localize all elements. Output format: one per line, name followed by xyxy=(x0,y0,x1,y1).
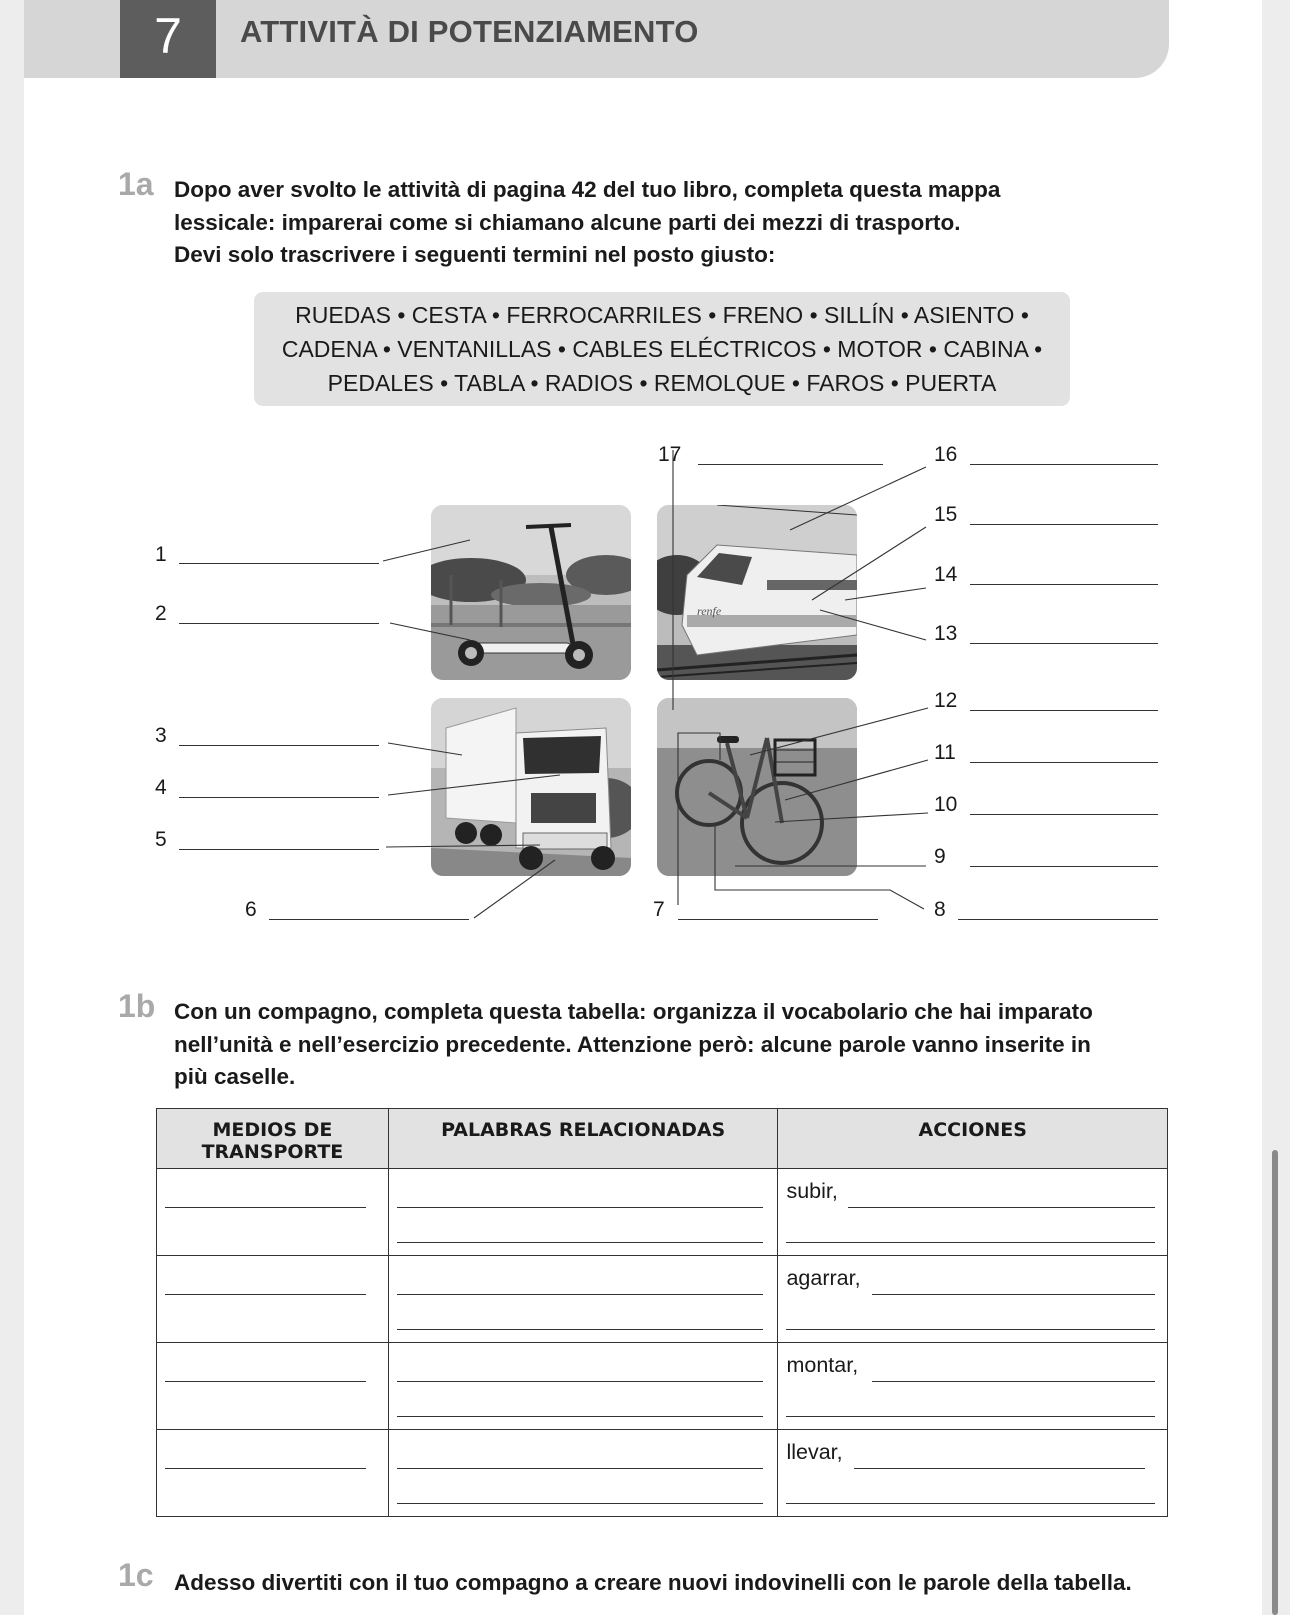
instruction-line: più caselle. xyxy=(174,1064,296,1089)
answer-line-11[interactable] xyxy=(970,762,1158,763)
answer-line-3[interactable] xyxy=(179,745,379,746)
word-bank-line: CADENA • VENTANILLAS • CABLES ELÉCTRICOS • MOTOR • CABINA • xyxy=(281,336,1043,362)
label-12: 12 xyxy=(934,689,958,712)
instruction-line: Con un compagno, completa questa tabella: organizza il vocabolario che hai imparato xyxy=(174,999,1093,1024)
label-6: 6 xyxy=(245,898,257,921)
verb-label: subir, xyxy=(786,1179,838,1203)
table-header-row xyxy=(157,1109,1168,1169)
exercise-1c-instruction: Adesso divertiti con il tuo compagno a creare nuovi indovinelli con le parole della tabella. xyxy=(174,1570,1132,1595)
label-7: 7 xyxy=(653,898,665,921)
label-8: 8 xyxy=(934,898,946,921)
table-row xyxy=(157,1430,1168,1517)
train-logo: renfe xyxy=(697,604,722,618)
verb-label: agarrar, xyxy=(786,1266,861,1290)
label-14: 14 xyxy=(934,563,958,586)
actions-cell[interactable] xyxy=(778,1169,1168,1256)
table-row xyxy=(157,1343,1168,1430)
transport-cell[interactable] xyxy=(157,1169,389,1256)
answer-line-16[interactable] xyxy=(970,464,1158,465)
related-words-cell[interactable] xyxy=(388,1430,778,1517)
page-title: ATTIVITÀ DI POTENZIAMENTO xyxy=(240,14,699,49)
actions-cell[interactable] xyxy=(778,1343,1168,1430)
answer-line-17[interactable] xyxy=(698,464,883,465)
instruction-line: Dopo aver svolto le attività di pagina 42 del tuo libro, completa questa mappa xyxy=(174,177,1001,202)
label-17: 17 xyxy=(658,443,682,466)
label-16: 16 xyxy=(934,443,958,466)
label-13: 13 xyxy=(934,622,958,645)
answer-line-14[interactable] xyxy=(970,584,1158,585)
answer-line-12[interactable] xyxy=(970,710,1158,711)
label-5: 5 xyxy=(155,828,167,851)
transport-cell[interactable] xyxy=(157,1343,389,1430)
verb-label: montar, xyxy=(786,1353,859,1377)
answer-line-10[interactable] xyxy=(970,814,1158,815)
answer-line-4[interactable] xyxy=(179,797,379,798)
header-text: TRANSPORTE xyxy=(201,1141,344,1163)
answer-line-2[interactable] xyxy=(179,623,379,624)
table-row xyxy=(157,1256,1168,1343)
answer-line-9[interactable] xyxy=(970,866,1158,867)
instruction-line: lessicale: imparerai come si chiamano alcune parti dei mezzi di trasporto. xyxy=(174,209,961,235)
word-bank-line: RUEDAS • CESTA • FERROCARRILES • FRENO • SILLÍN • ASIENTO • xyxy=(295,302,1029,328)
answer-line-1[interactable] xyxy=(179,563,379,564)
answer-line-7[interactable] xyxy=(678,919,878,920)
word-bank-line: PEDALES • TABLA • RADIOS • REMOLQUE • FAROS • PUERTA xyxy=(327,370,997,396)
table-row xyxy=(157,1169,1168,1256)
related-words-cell[interactable] xyxy=(388,1169,778,1256)
answer-line-6[interactable] xyxy=(269,919,469,920)
exercise-1b-instruction xyxy=(174,996,1093,1094)
answer-line-5[interactable] xyxy=(179,849,379,850)
answer-line-13[interactable] xyxy=(970,643,1158,644)
header-palabras-relacionadas: PALABRAS RELACIONADAS xyxy=(388,1109,778,1169)
label-9: 9 xyxy=(934,845,946,868)
answer-line-15[interactable] xyxy=(970,524,1158,525)
transport-cell[interactable] xyxy=(157,1256,389,1343)
header-acciones: ACCIONES xyxy=(778,1109,1168,1169)
exercise-number-1c: 1c xyxy=(118,1557,154,1593)
transport-cell[interactable] xyxy=(157,1430,389,1517)
related-words-cell[interactable] xyxy=(388,1256,778,1343)
label-1: 1 xyxy=(155,543,167,566)
header-text: MEDIOS DE xyxy=(212,1119,333,1141)
label-10: 10 xyxy=(934,793,958,816)
header-medios-de-transporte xyxy=(157,1109,389,1169)
instruction-line: Devi solo trascrivere i seguenti termini nel posto giusto: xyxy=(174,242,776,267)
related-words-cell[interactable] xyxy=(388,1343,778,1430)
label-11: 11 xyxy=(934,741,956,764)
label-4: 4 xyxy=(155,776,167,799)
verb-label: llevar, xyxy=(786,1440,843,1464)
exercise-number-1a: 1a xyxy=(118,166,154,202)
label-3: 3 xyxy=(155,724,167,747)
exercise-number-1b: 1b xyxy=(118,988,156,1024)
label-2: 2 xyxy=(155,602,167,625)
unit-number: 7 xyxy=(120,0,216,78)
label-15: 15 xyxy=(934,503,958,526)
vocabulary-table xyxy=(156,1108,1168,1517)
actions-cell[interactable] xyxy=(778,1430,1168,1517)
actions-cell[interactable] xyxy=(778,1256,1168,1343)
answer-line-8[interactable] xyxy=(958,919,1158,920)
instruction-line: nell’unità e nell’esercizio precedente. Attenzione però: alcune parole vanno inserite in xyxy=(174,1031,1091,1057)
